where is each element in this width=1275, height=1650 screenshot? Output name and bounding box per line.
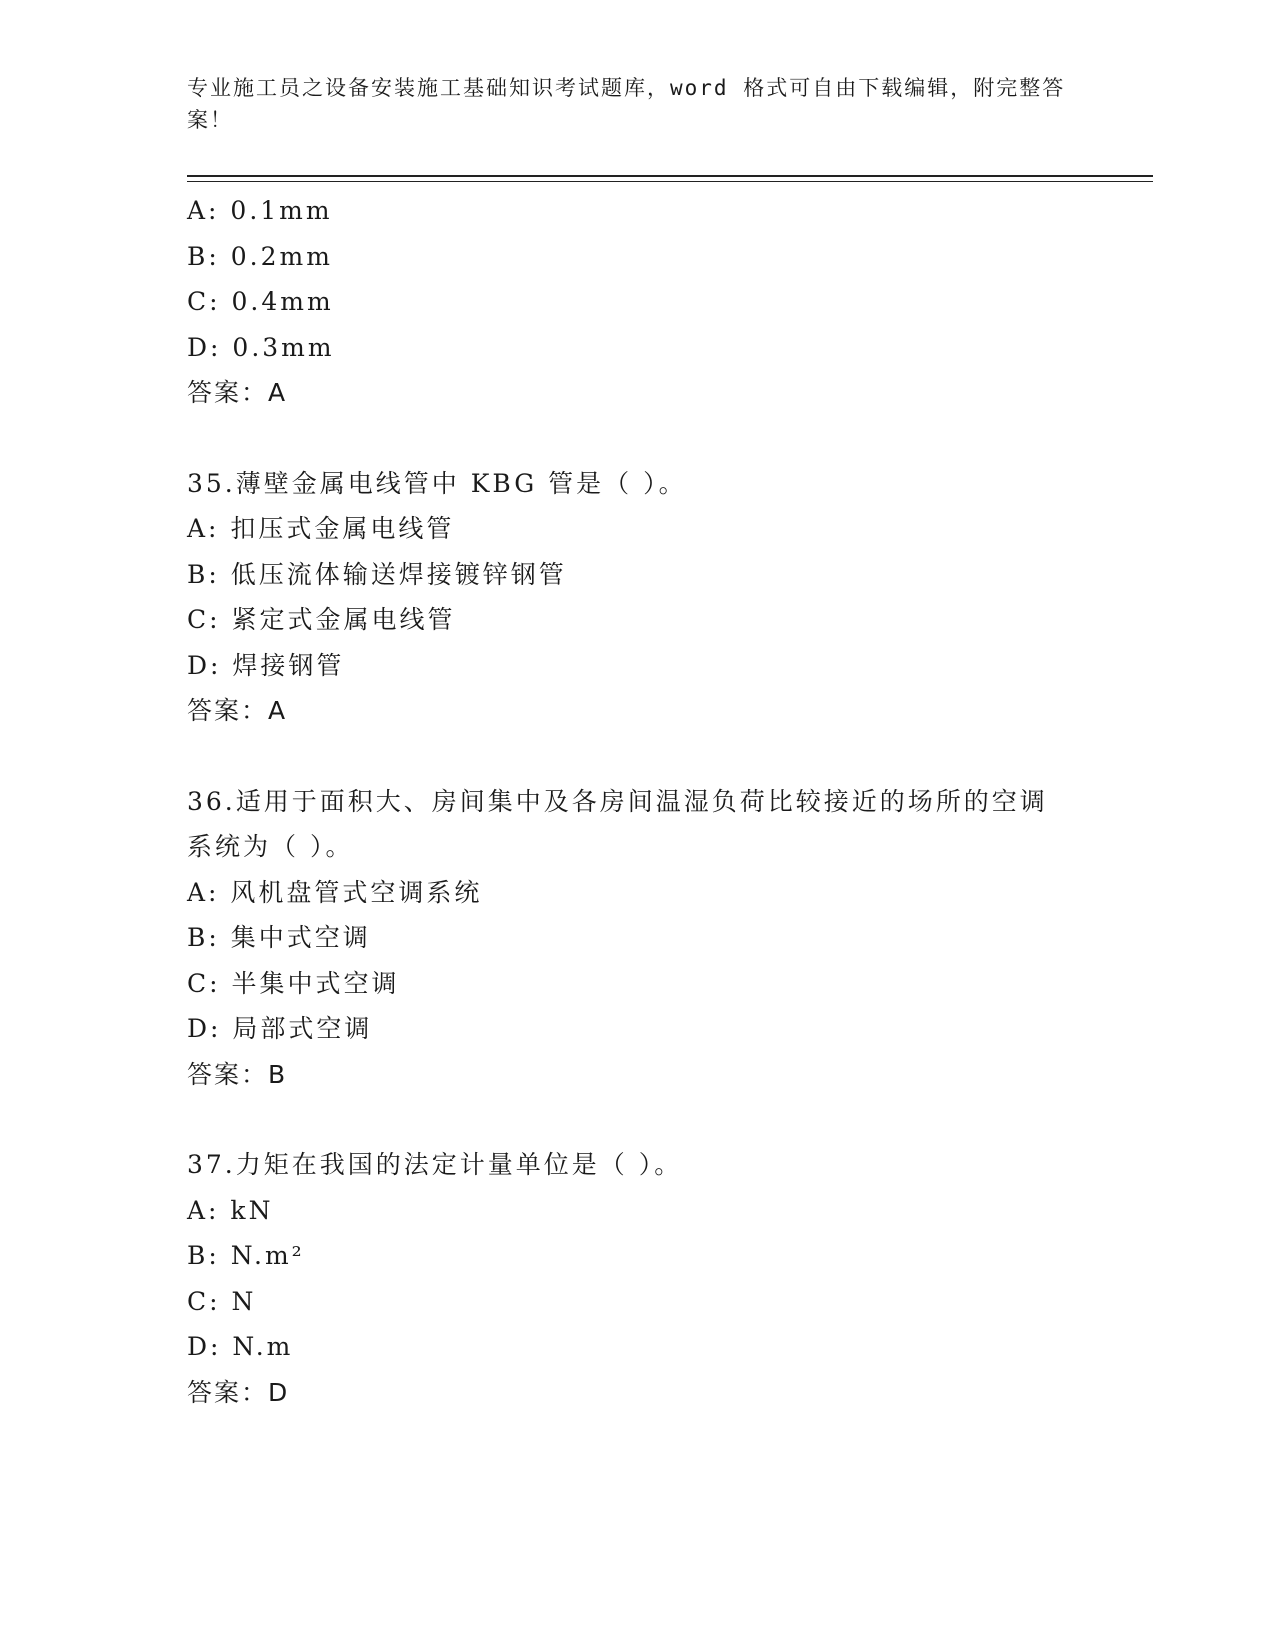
option-b: B: 集中式空调	[187, 923, 371, 952]
option-d: D: N.m	[187, 1332, 294, 1361]
question-text: 37.力矩在我国的法定计量单位是（ ）。	[187, 1150, 683, 1179]
option-c: C: 紧定式金属电线管	[187, 605, 456, 634]
question-block	[187, 1142, 1087, 1415]
answer: 答案：A	[187, 378, 288, 407]
option-a: A: 风机盘管式空调系统	[187, 877, 483, 907]
answer: 答案：B	[187, 1059, 288, 1089]
question-block	[187, 188, 1087, 416]
answer: 答案：A	[187, 696, 288, 725]
header-rule-thin	[187, 181, 1153, 182]
document-header: 专业施工员之设备安装施工基础知识考试题库，word 格式可自由下载编辑，附完整答案！	[187, 76, 1066, 132]
option-c: C: 0.4mm	[187, 287, 334, 316]
option-b: B: N.m²	[187, 1241, 305, 1270]
option-b: B: 0.2mm	[187, 241, 333, 271]
option-a: A: kN	[187, 1195, 274, 1225]
option-c: C: 半集中式空调	[187, 968, 400, 998]
option-c: C: N	[187, 1286, 257, 1316]
option-a: A: 0.1mm	[187, 196, 333, 225]
option-a: A: 扣压式金属电线管	[187, 514, 455, 543]
question-block	[187, 779, 1087, 1098]
option-b: B: 低压流体输送焊接镀锌钢管	[187, 559, 567, 589]
question-content	[187, 188, 1087, 1415]
header-rule-thick	[187, 175, 1153, 177]
option-d: D: 焊接钢管	[187, 650, 345, 680]
question-text: 36.适用于面积大、房间集中及各房间温湿负荷比较接近的场所的空调系统为（ ）。	[187, 786, 1048, 861]
option-d: D: 局部式空调	[187, 1014, 373, 1043]
question-block	[187, 461, 1087, 734]
answer: 答案：D	[187, 1377, 290, 1407]
option-d: D: 0.3mm	[187, 332, 335, 362]
question-text: 35.薄壁金属电线管中 KBG 管是（ ）。	[187, 468, 687, 498]
